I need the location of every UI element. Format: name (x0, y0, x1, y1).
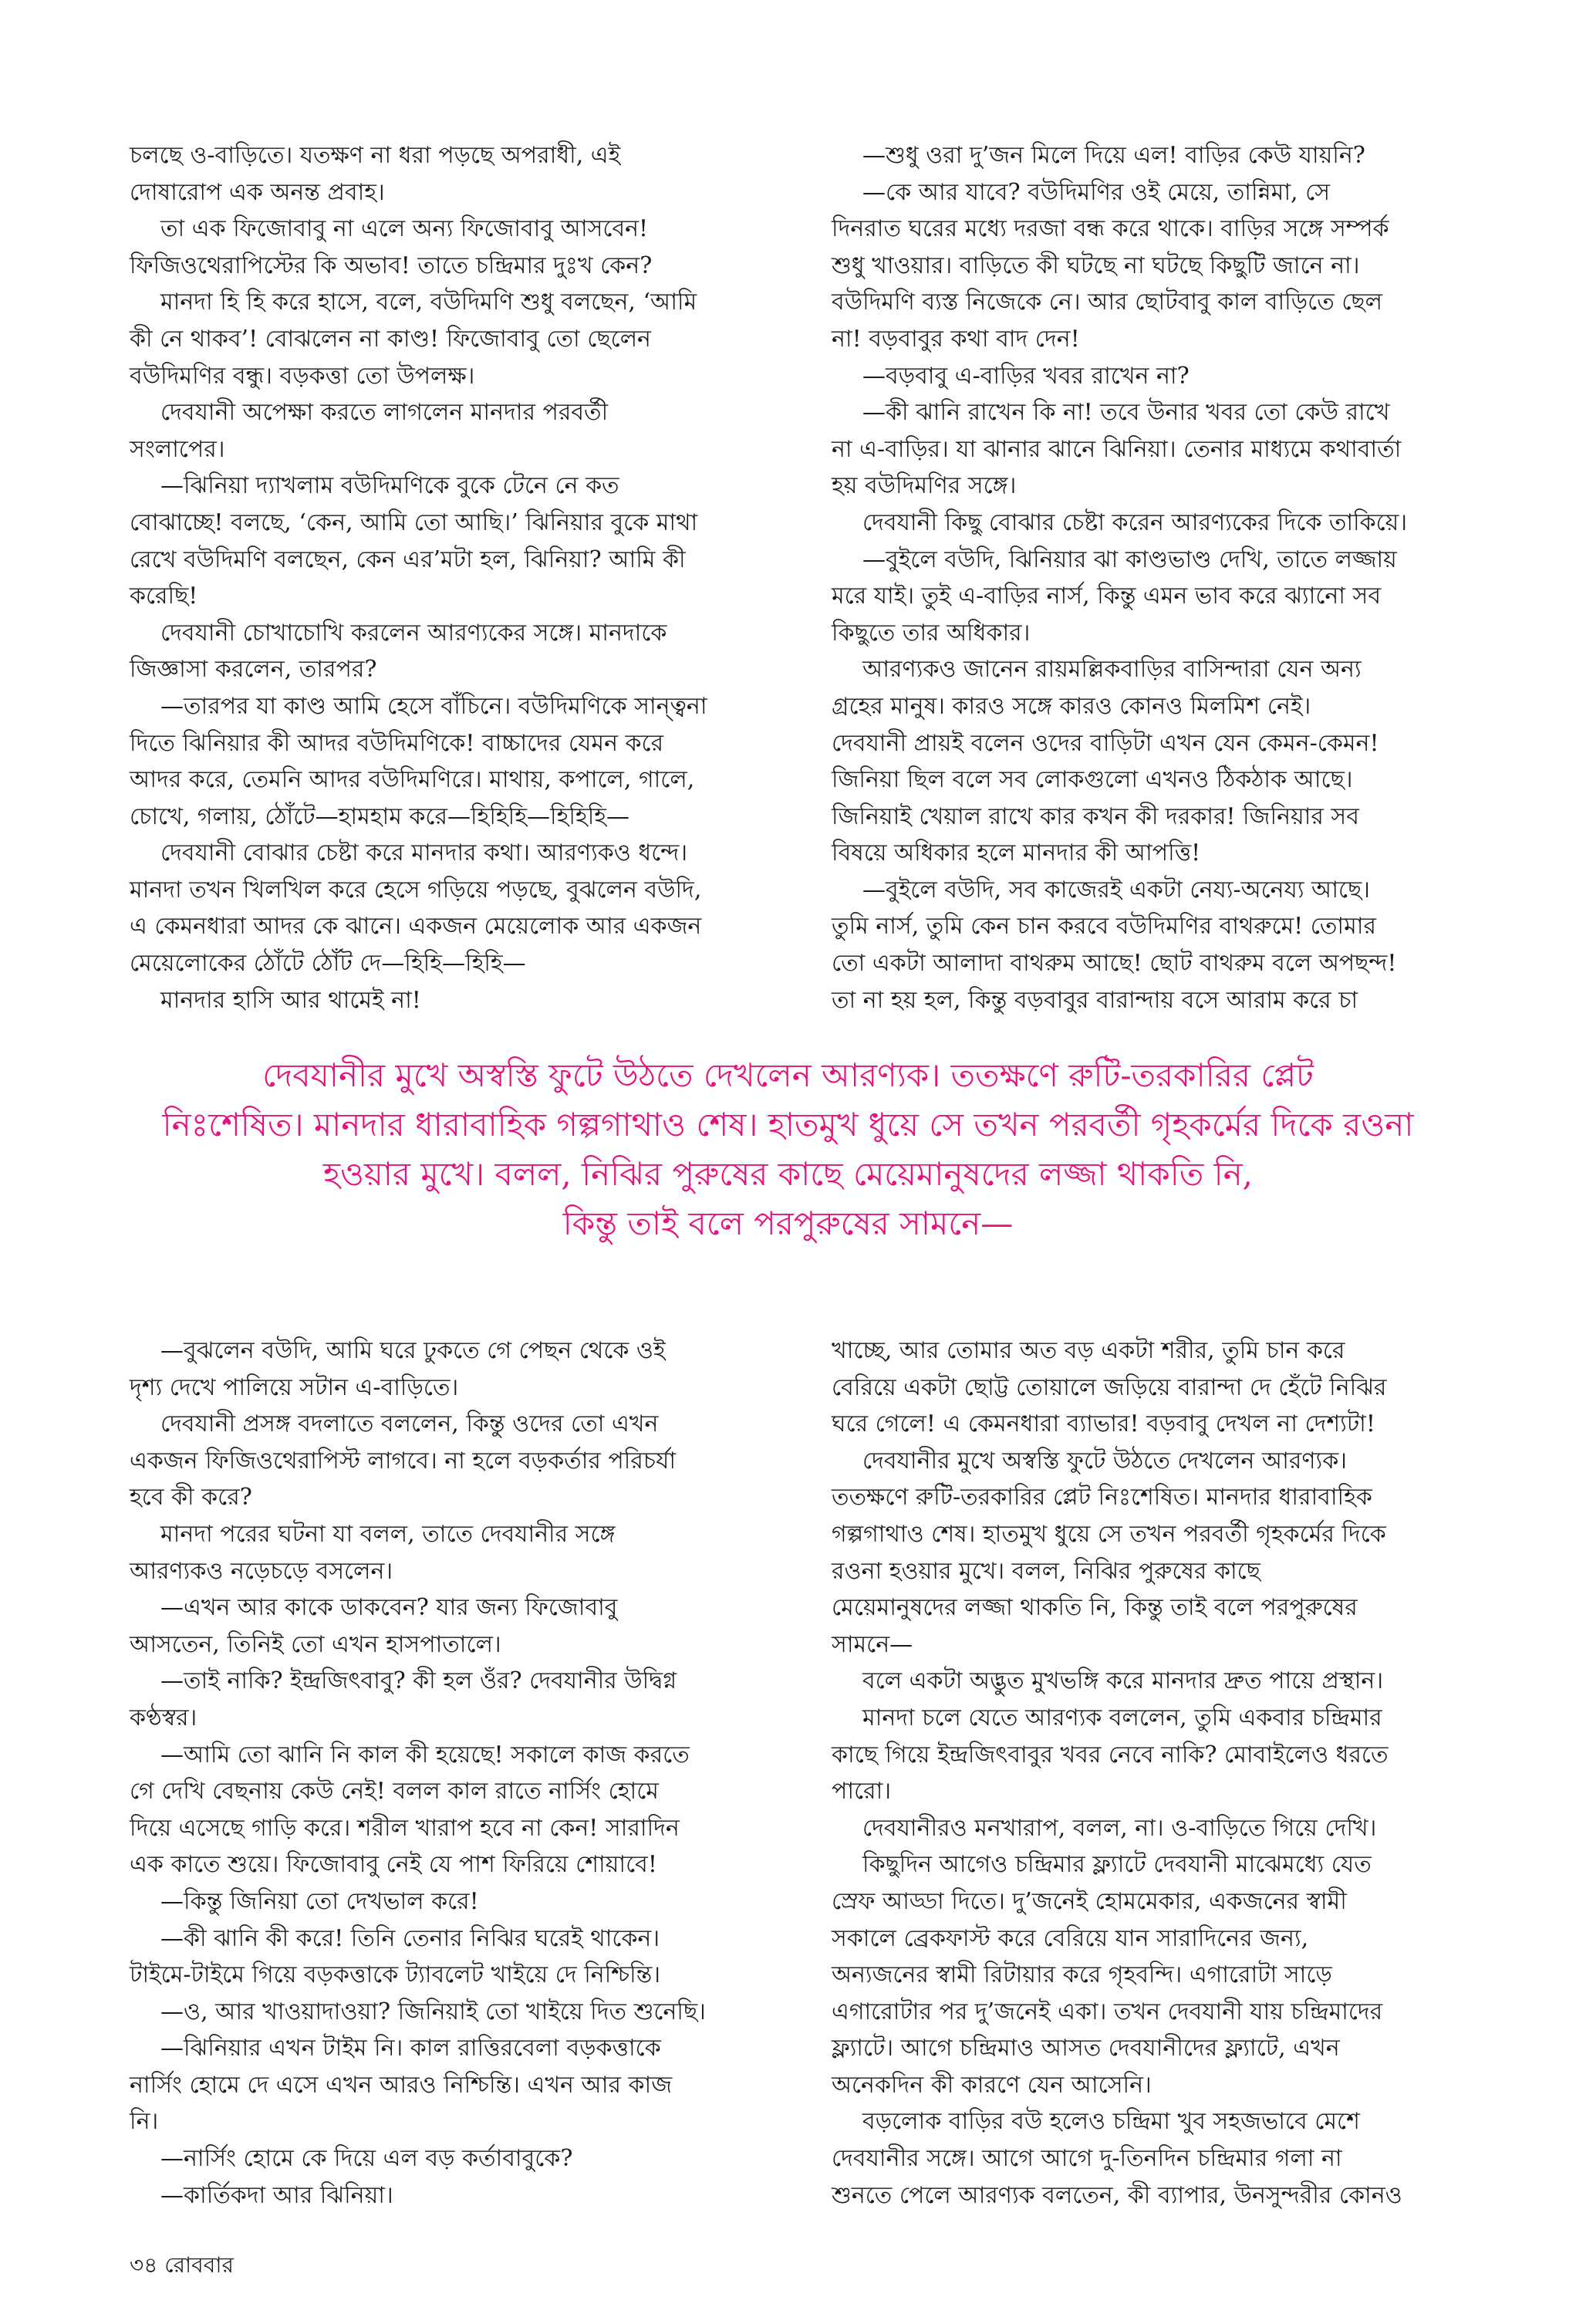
text-line: খাচ্ছে, আর তোমার অত বড় একটা শরীর, তুমি চান করে (832, 1337, 1345, 1364)
text-line: দেবযানী প্রায়ই বলেন ওদের বাড়িটা এখন যেন কেমন-কেমন! (832, 729, 1379, 757)
text-line: —কে আর যাবে? বউদিমণির ওই মেয়ে, তান্নিমা, সে (862, 178, 1331, 206)
text-line: —এখন আর কাকে ডাকবেন? যার জন্য ফিজোবাবু (160, 1594, 618, 1622)
text-line: গল্পগাথাও শেষ। হাতমুখ ধুয়ে সে তখন পরবর্তী গৃহকর্মের দিকে (832, 1520, 1386, 1548)
text-line: সংলাপের। (130, 435, 225, 463)
text-line: —তারপর যা কাণ্ড আমি হেসে বাঁচিনে। বউদিমণিকে সান্ত্বনা (160, 692, 707, 720)
text-line: দেবযানী অপেক্ষা করতে লাগলেন মানদার পরবর্তী (160, 399, 609, 427)
text-line: না এ-বাড়ির। যা ঝানার ঝানে ঝিনিয়া। তেনার মাধ্যমে কথাবার্তা (832, 435, 1402, 463)
text-line: কণ্ঠস্বর। (130, 1704, 197, 1731)
text-line: তা না হয় হল, কিন্তু বড়বাবুর বারান্দায় বসে আরাম করে চা (832, 986, 1358, 1014)
text-line: কাছে গিয়ে ইন্দ্রজিৎবাবুর খবর নেবে নাকি? মোবাইলেও ধরতে (832, 1741, 1389, 1768)
text-line: দেবযানী বোঝার চেষ্টা করে মানদার কথা। আরণ্যকও ধন্দে। (160, 839, 688, 867)
text-line: দেবযানীরও মনখারাপ, বলল, না। ও-বাড়িতে গিয়ে দেখি। (862, 1814, 1377, 1842)
text-line: নি। (130, 2108, 159, 2136)
text-line: পারো। (832, 1778, 892, 1805)
text-line: রেখে বউদিমণি বলছেন, কেন এর’মটা হল, ঝিনিয়া? আমি কী (130, 546, 686, 573)
text-line: তো একটা আলাদা বাথরুম আছে! ছোট বাথরুম বলে অপছন্দ! (832, 950, 1397, 978)
page-folio: ৩৪ রোববার (130, 2252, 234, 2278)
text-line: —বুইলে বউদি, সব কাজেরই একটা নেয্য-অনেয্য আছে। (862, 876, 1371, 904)
text-line: ততক্ষণে রুটি-তরকারির প্লেট নিঃশেষিত। মানদার ধারাবাহিক (832, 1484, 1372, 1512)
pull-quote-line: নিঃশেষিত। মানদার ধারাবাহিক গল্পগাথাও শেষ। হাতমুখ ধুয়ে সে তখন পরবর্তী গৃহকর্মের দিকে রওনা (162, 1106, 1414, 1143)
text-line: না! বড়বাবুর কথা বাদ দেন! (832, 325, 1080, 353)
text-line: জিনিয়া ছিল বলে সব লোকগুলো এখনও ঠিকঠাক আছে। (832, 766, 1353, 794)
text-line: জিনিয়াই খেয়াল রাখে কার কখন কী দরকার! জিনিয়ার সব (832, 802, 1359, 830)
text-line: হয় বউদিমণির সঙ্গে। (832, 472, 1017, 500)
text-line: দেবযানী প্রসঙ্গ বদলাতে বললেন, কিন্তু ওদের তো এখন (160, 1410, 659, 1438)
text-line: গ্রহের মানুষ। কারও সঙ্গে কারও কোনও মিলমিশ নেই। (832, 692, 1311, 720)
text-line: দোষারোপ এক অনন্ত প্রবাহ। (130, 178, 385, 206)
text-line: দেবযানীর মুখে অস্বস্তি ফুটে উঠতে দেখলেন আরণ্যক। (862, 1447, 1347, 1474)
text-line: —ঝিনিয়া দ্যাখলাম বউদিমণিকে বুকে টেনে নে কত (160, 472, 619, 500)
text-line: —নার্সিং হোমে কে দিয়ে এল বড় কর্তাবাবুকে? (160, 2145, 573, 2173)
text-line: বলে একটা অদ্ভুত মুখভঙ্গি করে মানদার দ্রুত পায়ে প্রস্থান। (862, 1667, 1384, 1695)
text-line: জিজ্ঞাসা করলেন, তারপর? (130, 656, 377, 684)
text-line: চলছে ও-বাড়িতে। যতক্ষণ না ধরা পড়ছে অপরাধী, এই (130, 142, 621, 169)
text-line: বউদিমণির বন্ধু। বড়কত্তা তো উপলক্ষ। (130, 362, 475, 390)
pull-quote-line: দেবযানীর মুখে অস্বস্তি ফুটে উঠতে দেখলেন আরণ্যক। ততক্ষণে রুটি-তরকারির প্লেট (262, 1056, 1314, 1094)
text-line: এগারোটার পর দু’জনেই একা। তখন দেবযানী যায় চন্দ্রিমাদের (832, 1998, 1383, 2025)
text-line: বড়লোক বাড়ির বউ হলেও চন্দ্রিমা খুব সহজভাবে মেশে (862, 2108, 1360, 2136)
pull-quote-line: হওয়ার মুখে। বলল, নিঝির পুরুষের কাছে মেয়েমানুষদের লজ্জা থাকতি নি, (322, 1155, 1254, 1193)
text-line: দেবযানী চোখাচোখি করলেন আরণ্যকের সঙ্গে। মানদাকে (160, 619, 667, 647)
text-line: এ কেমনধারা আদর কে ঝানে। একজন মেয়েলোক আর একজন (130, 913, 702, 941)
text-line: —বড়বাবু এ-বাড়ির খবর রাখেন না? (862, 362, 1190, 390)
text-line: মানদা পরের ঘটনা যা বলল, তাতে দেবযানীর সঙ্গে (160, 1520, 616, 1548)
text-line: মরে যাই। তুই এ-বাড়ির নার্স, কিন্তু এমন ভাব করে ঝ্যানো সব (832, 583, 1382, 610)
text-line: কী নে থাকব’! বোঝলেন না কাণ্ড! ফিজোবাবু তো ছেলেন (130, 325, 651, 353)
text-line: মানদার হাসি আর থামেই না! (160, 986, 421, 1014)
text-line: করেছি! (130, 583, 198, 610)
text-line: এক কাতে শুয়ে। ফিজোবাবু নেই যে পাশ ফিরিয়ে শোয়াবে! (130, 1851, 657, 1879)
text-line: দেবযানী কিছু বোঝার চেষ্টা করেন আরণ্যকের দিকে তাকিয়ে। (862, 508, 1408, 536)
text-line: হবে কী করে? (130, 1484, 252, 1512)
text-line: বোঝাচ্ছে! বলছে, ‘কেন, আমি তো আছি।’ ঝিনিয়ার বুকে মাথা (130, 508, 698, 536)
text-line: —শুধু ওরা দু’জন মিলে দিয়ে এল! বাড়ির কেউ যায়নি? (862, 142, 1365, 169)
text-line: মানদা চলে যেতে আরণ্যক বললেন, তুমি একবার চন্দ্রিমার (862, 1704, 1382, 1731)
text-line: তা এক ফিজোবাবু না এলে অন্য ফিজোবাবু আসবেন! (160, 215, 649, 243)
text-line: নার্সিং হোমে দে এসে এখন আরও নিশ্চিন্তি। এখন আর কাজ (130, 2071, 673, 2099)
text-line: একজন ফিজিওথেরাপিস্ট লাগবে। না হলে বড়কর্তার পরিচর্যা (130, 1447, 677, 1474)
text-line: ফ্ল্যাটে। আগে চন্দ্রিমাও আসত দেবযানীদের ফ্ল্যাটে, এখন (832, 2035, 1340, 2062)
text-line: —কিন্তু জিনিয়া তো দেখভাল করে! (160, 1887, 479, 1915)
text-line: মানদা তখন খিলখিল করে হেসে গড়িয়ে পড়ছে, বুঝলেন বউদি, (130, 876, 702, 904)
text-line: কিছুদিন আগেও চন্দ্রিমার ফ্ল্যাটে দেবযানী মাঝেমধ্যে যেত (862, 1851, 1372, 1879)
text-line: কিছুতে তার অধিকার। (832, 619, 1031, 647)
column-bottom-left (130, 1333, 747, 2214)
text-line: শুনতে পেলে আরণ্যক বলতেন, কী ব্যাপার, উনসুন্দরীর কোনও (832, 2181, 1402, 2209)
text-line: তুমি নার্স, তুমি কেন চান করবে বউদিমণির বাথরুমে! তোমার (832, 913, 1376, 941)
text-line: দিতে ঝিনিয়ার কী আদর বউদিমণিকে! বাচ্চাদের যেমন করে (130, 729, 664, 757)
text-line: বেরিয়ে একটা ছোট্ট তোয়ালে জড়িয়ে বারান্দা দে হেঁটে নিঝির (832, 1373, 1387, 1401)
text-line: —আমি তো ঝানি নি কাল কী হয়েছে! সকালে কাজ করতে (160, 1741, 690, 1768)
pull-quote (77, 1051, 1499, 1248)
text-line: —বুইলে বউদি, ঝিনিয়ার ঝা কাণ্ডভাণ্ড দেখি, তাতে লজ্জায় (862, 546, 1397, 573)
text-line: সকালে ব্রেকফাস্ট করে বেরিয়ে যান সারাদিনের জন্য, (832, 1924, 1309, 1952)
text-line: দিয়ে এসেছে গাড়ি করে। শরীল খারাপ হবে না কেন! সারাদিন (130, 1814, 680, 1842)
text-line: সামনে— (832, 1630, 913, 1658)
text-line: আদর করে, তেমনি আদর বউদিমণিরে। মাথায়, কপালে, গালে, (130, 766, 695, 794)
text-line: মেয়েলোকের ঠোঁটে ঠোঁট দে—হিহি—হিহি— (130, 950, 526, 978)
text-line: ফিজিওথেরাপিস্টের কি অভাব! তাতে চন্দ্রিমার দুঃখ কেন? (130, 252, 653, 279)
text-line: দেবযানীর সঙ্গে। আগে আগে দু-তিনদিন চন্দ্রিমার গলা না (832, 2145, 1342, 2173)
pull-quote-line: কিন্তু তাই বলে পরপুরুষের সামনে— (562, 1204, 1014, 1242)
text-line: আরণ্যকও নড়েচড়ে বসলেন। (130, 1557, 393, 1585)
column-top-left (130, 137, 747, 1018)
column-top-right (832, 137, 1449, 1018)
text-line: —বুঝলেন বউদি, আমি ঘরে ঢুকতে গে পেছন থেকে ওই (160, 1337, 666, 1364)
text-line: —তাই নাকি? ইন্দ্রজিৎবাবু? কী হল ওঁর? দেবযানীর উদ্বিগ্ন (160, 1667, 677, 1695)
text-line: —কার্তিকদা আর ঝিনিয়া। (160, 2181, 393, 2209)
text-line: টাইমে-টাইমে গিয়ে বড়কত্তাকে ট্যাবলেট খাইয়ে দে নিশ্চিন্তি। (130, 1961, 661, 1989)
text-line: অনেকদিন কী কারণে যেন আসেনি। (832, 2071, 1152, 2099)
text-line: গে দেখি বেছনায় কেউ নেই! বলল কাল রাতে নার্সিং হোমে (130, 1778, 659, 1805)
text-line: মেয়েমানুষদের লজ্জা থাকতি নি, কিন্তু তাই বলে পরপুরুষের (832, 1594, 1358, 1622)
text-line: বিষয়ে অধিকার হলে মানদার কী আপত্তি! (832, 839, 1201, 867)
text-line: দৃশ্য দেখে পালিয়ে সটান এ-বাড়িতে। (130, 1373, 459, 1401)
text-line: বউদিমণি ব্যস্ত নিজেকে নে। আর ছোটবাবু কাল বাড়িতে ছেল (832, 289, 1382, 316)
text-line: আসতেন, তিনিই তো এখন হাসপাতালে। (130, 1630, 501, 1658)
text-line: ঘরে গেলে! এ কেমনধারা ব্যাভার! বড়বাবু দেখল না দেশ্যটা! (832, 1410, 1375, 1438)
text-line: —কী ঝানি কী করে! তিনি তেনার নিঝির ঘরেই থাকেন। (160, 1924, 660, 1952)
text-line: রওনা হওয়ার মুখে। বলল, নিঝির পুরুষের কাছে (832, 1557, 1260, 1585)
text-line: —ও, আর খাওয়াদাওয়া? জিনিয়াই তো খাইয়ে দিত শুনেছি। (160, 1998, 706, 2025)
column-bottom-right (832, 1333, 1449, 2214)
text-line: চোখে, গলায়, ঠোঁটে—হামহাম করে—হিহিহি—হিহিহি— (130, 802, 630, 830)
text-line: মানদা হি হি করে হাসে, বলে, বউদিমণি শুধু বলছেন, ‘আমি (160, 289, 697, 316)
text-line: আরণ্যকও জানেন রায়মল্লিকবাড়ির বাসিন্দারা যেন অন্য (862, 656, 1362, 684)
text-line: শুধু খাওয়ার। বাড়িতে কী ঘটছে না ঘটছে কিছুটি জানে না। (832, 252, 1360, 279)
text-line: —ঝিনিয়ার এখন টাইম নি। কাল রাত্তিরবেলা বড়কত্তাকে (160, 2035, 661, 2062)
text-line: অন্যজনের স্বামী রিটায়ার করে গৃহবন্দি। এগারোটা সাড়ে (832, 1961, 1332, 1989)
text-line: স্রেফ আড্ডা দিতে। দু’জনেই হোমমেকার, একজনের স্বামী (832, 1887, 1347, 1915)
text-line: দিনরাত ঘরের মধ্যে দরজা বন্ধ করে থাকে। বাড়ির সঙ্গে সম্পর্ক (832, 215, 1389, 243)
text-line: —কী ঝানি রাখেন কি না! তবে উনার খবর তো কেউ রাখে (862, 399, 1390, 427)
